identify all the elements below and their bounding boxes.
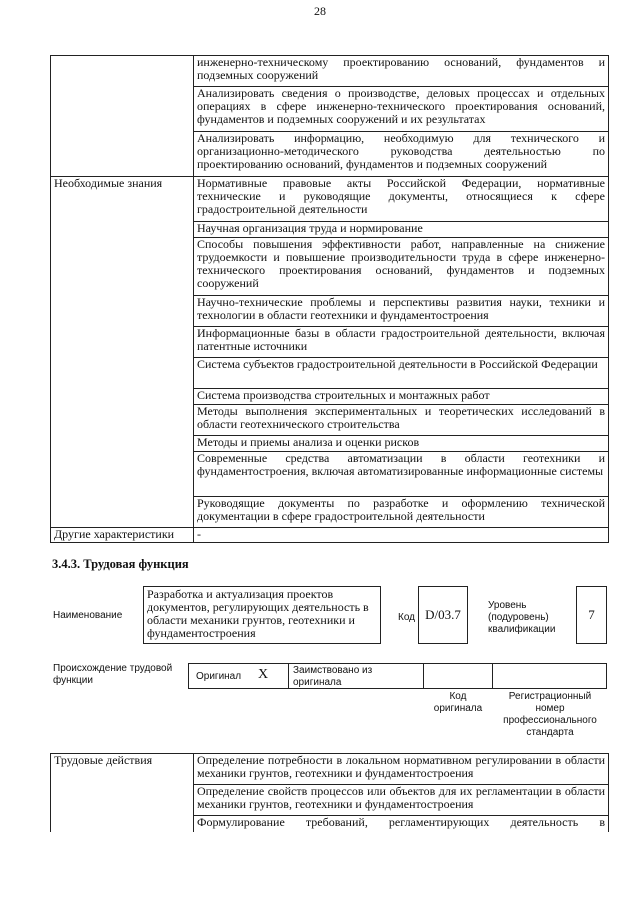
row-text: Методы выполнения экспериментальных и теоретических исследований в области геотехнического строительства [194, 405, 609, 436]
code-value: D/03.7 [425, 607, 461, 622]
row-text: Научно-технические проблемы и перспективы развития науки, техники и технологии в области геотехники и фундаментостроения [194, 296, 609, 327]
table-row [51, 528, 609, 543]
row-text: Анализировать информацию, необходимую для технического и организационно-методического руководства деятельностью по проектированию оснований, фундаментов и подземных сооружений [194, 132, 609, 177]
function-name-value: Разработка и актуализация проектов документов, регулирующих деятельность в области механики грунтов, геотехники и фундаментостроения [147, 587, 369, 640]
original-code-caption: Код оригинала [433, 691, 483, 714]
level-box [576, 586, 607, 644]
row-text: Анализировать сведения о производстве, деловых процессах и отдельных операциях в сфере инженерно-технического проектирования оснований, фундаментов и подземных сооружений и их результатах [194, 87, 609, 132]
original-label: Оригинал [196, 671, 242, 682]
row-text: - [194, 528, 609, 543]
section-heading: 3.4.3. Трудовая функция [52, 557, 189, 571]
row-label-actions: Трудовые действия [51, 754, 194, 832]
function-name-box [143, 586, 381, 644]
row-text: инженерно-техническому проектированию оснований, фундаментов и подземных сооружений [194, 56, 609, 87]
table-row [51, 177, 609, 222]
registration-number-caption: Регистрационный номер профессионального стандарта [503, 691, 597, 738]
knowledge-table [50, 55, 609, 543]
row-label-other: Другие характеристики [51, 528, 194, 543]
original-code-cell [423, 663, 493, 689]
row-text: Способы повышения эффективности работ, направленные на снижение трудоемкости и повышение производительности труда в сфере инженерно-технического проектирования оснований, фундаментов и подземных сооружений [194, 238, 609, 296]
row-text: Современные средства автоматизации в области геотехники и фундаментостроения, включая автоматизированные информационные системы [194, 452, 609, 497]
row-text: Определение потребности в локальном нормативном регулировании в области механики грунтов, геотехники и фундаментостроения [194, 754, 609, 785]
code-box [418, 586, 468, 644]
row-text: Нормативные правовые акты Российской Федерации, нормативные технические и руководящие документы, относящиеся к сфере градостроительной деятельности [194, 177, 609, 222]
row-label-knowledge: Необходимые знания [51, 177, 194, 528]
borrowed-label: Заимствовано из оригинала [293, 665, 373, 688]
labor-actions-table [50, 753, 609, 832]
row-text: Формулирование требований, регламентирующих деятельность в [194, 816, 609, 832]
row-label [51, 56, 194, 177]
level-label: Уровень (подуровень) квалификации [488, 600, 556, 635]
row-text: Информационные базы в области градостроительной деятельности, включая патентные источники [194, 327, 609, 358]
registration-number-cell [492, 663, 607, 689]
original-mark: X [258, 667, 269, 682]
row-text: Методы и приемы анализа и оценки рисков [194, 436, 609, 452]
row-text: Руководящие документы по разработке и оформлению технической документации в сфере градостроительной деятельности [194, 497, 609, 528]
table-row [51, 754, 609, 785]
table-row [51, 56, 609, 87]
row-text: Научная организация труда и нормирование [194, 222, 609, 238]
page-number: 28 [314, 4, 326, 18]
origin-label: Происхождение трудовой функции [53, 663, 173, 686]
row-text: Система производства строительных и монтажных работ [194, 389, 609, 405]
level-value: 7 [588, 607, 595, 622]
name-label: Наименование [53, 610, 123, 621]
code-label: Код [398, 612, 416, 623]
row-text: Система субъектов градостроительной деятельности в Российской Федерации [194, 358, 609, 389]
row-text: Определение свойств процессов или объектов для их регламентации в области механики грунтов, геотехники и фундаментостроения [194, 785, 609, 816]
